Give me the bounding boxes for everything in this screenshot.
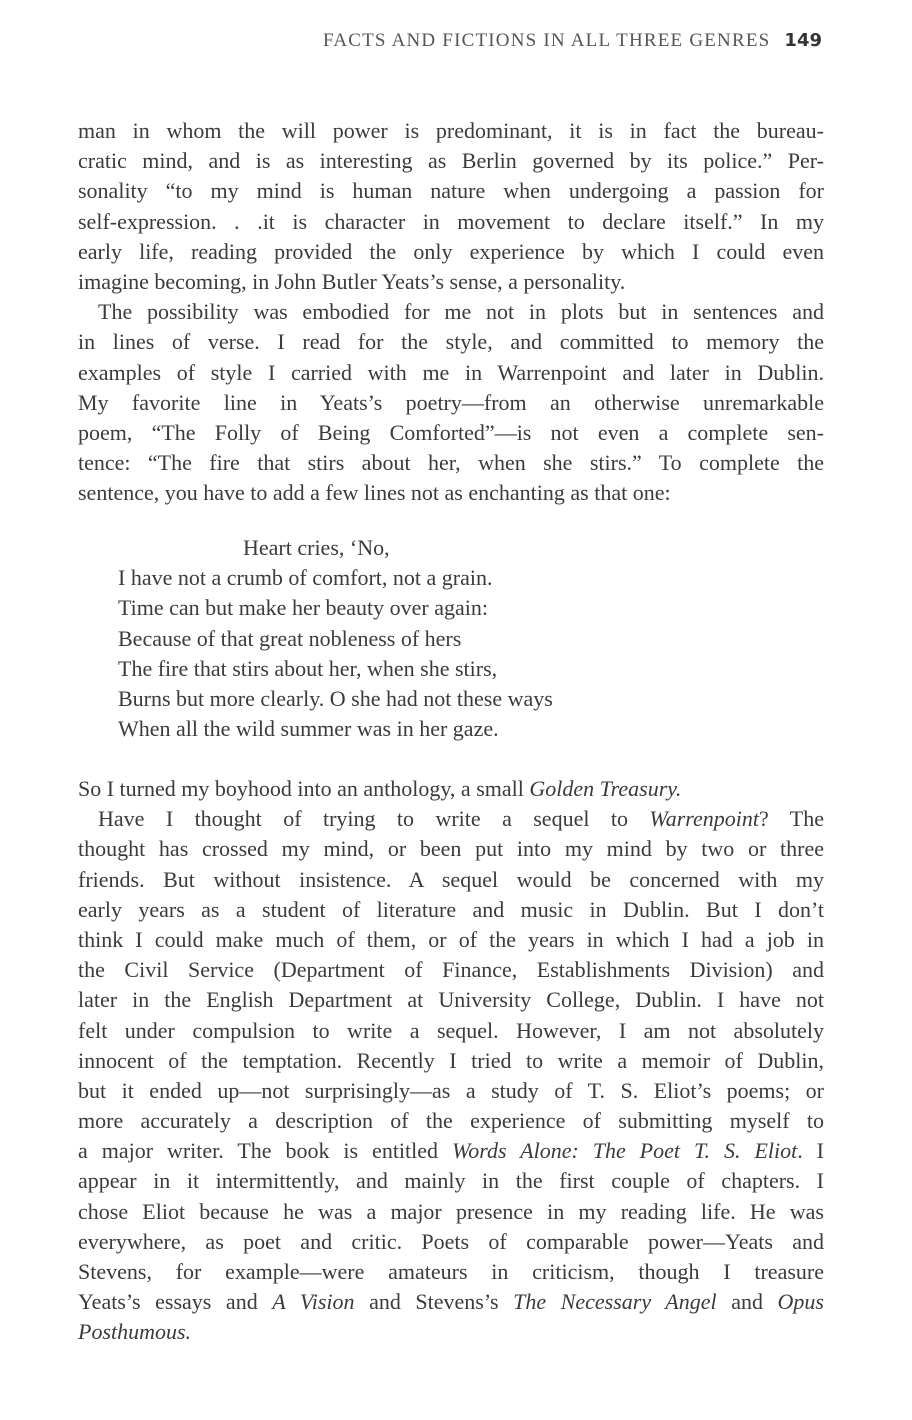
poem-line: The fire that stirs about her, when she stirs, [118, 655, 498, 681]
text-run: cratic mind, and is as interesting as Berlin governed by its police.” Per- [78, 148, 824, 174]
text-run: the Civil Service (Department of Finance, Establishments Division) and [78, 957, 824, 983]
text-run: a major writer. The book is entitled [78, 1138, 452, 1164]
text-run: friends. But without insistence. A sequel would be concerned with my [78, 866, 824, 892]
italic-title: Golden Treasury. [529, 776, 682, 801]
text-run: later in the English Department at University College, Dublin. I have not [78, 987, 824, 1013]
text-line [78, 1317, 824, 1347]
poem-line: Time can but make her beauty over again: [118, 595, 489, 621]
text-run: self-expression. . .it is character in movement to declare itself.” In my [78, 208, 824, 234]
text-line [78, 834, 824, 864]
text-run: thought has crossed my mind, or been put into my mind by two or three [78, 836, 824, 862]
text-line [78, 146, 824, 176]
text-line [78, 955, 824, 985]
text-run: sentence, you have to add a few lines not as enchanting as that one: [78, 480, 671, 506]
body-text-bottom [78, 774, 824, 1348]
italic-title: The Necessary Angel [513, 1289, 717, 1315]
text-run: think I could make much of them, or of the years in which I had a job in [78, 926, 824, 952]
text-line [78, 1136, 824, 1166]
text-line [78, 1076, 824, 1106]
italic-title: Opus [777, 1289, 824, 1315]
text-line [78, 358, 824, 388]
text-run: So I turned my boyhood into an anthology, a small [78, 776, 530, 801]
text-line [78, 237, 824, 267]
text-run: and [716, 1289, 778, 1315]
text-run: everywhere, as poet and critic. Poets of comparable power—Yeats and [78, 1228, 824, 1254]
italic-title: A Vision [272, 1289, 355, 1315]
text-run: early years as a student of literature and music in Dublin. But I don’t [78, 896, 824, 922]
text-run: appear in it intermittently, and mainly in the first couple of chapters. I [78, 1168, 824, 1194]
text-line [78, 418, 824, 448]
text-run: examples of style I carried with me in Warrenpoint and later in Dublin. [78, 359, 824, 385]
text-line [78, 1046, 824, 1076]
text-run: poem, “The Folly of Being Comforted”—is not even a complete sen- [78, 419, 824, 445]
text-line [78, 207, 824, 237]
italic-title: Posthumous. [78, 1319, 192, 1345]
text-run: but it ended up—not surprisingly—as a study of T. S. Eliot’s poems; or [78, 1077, 824, 1103]
text-run: imagine becoming, in John Butler Yeats’s sense, a personality. [78, 268, 626, 294]
text-run: . I [797, 1138, 824, 1164]
text-run: felt under compulsion to write a sequel. However, I am not absolutely [78, 1017, 824, 1043]
poem-line: Because of that great nobleness of hers [118, 625, 462, 651]
text-line [78, 1106, 824, 1136]
text-run: in lines of verse. I read for the style, and committed to memory the [78, 329, 824, 355]
text-line [78, 267, 824, 297]
text-line [78, 985, 824, 1015]
text-line [78, 1197, 824, 1227]
text-line [78, 895, 824, 925]
text-line [78, 478, 824, 508]
text-run: My favorite line in Yeats’s poetry—from an otherwise unremarkable [78, 389, 824, 415]
text-line [78, 297, 824, 327]
text-line [78, 327, 824, 357]
text-run: man in whom the will power is predominant, it is in fact the bureau- [78, 118, 824, 143]
italic-title: Warrenpoint [649, 806, 759, 832]
text-line [78, 865, 824, 895]
text-run: Have I thought of trying to write a sequel to [98, 806, 650, 832]
text-line [78, 176, 824, 206]
text-line [78, 1166, 824, 1196]
text-line [78, 925, 824, 955]
text-line [78, 388, 824, 418]
page-number: 149 [784, 30, 822, 51]
text-line [78, 804, 824, 834]
text-line [78, 1227, 824, 1257]
text-run: early life, reading provided the only experience by which I could even [78, 238, 824, 264]
poem-line: Heart cries, ‘No, [243, 535, 390, 560]
text-line [78, 1257, 824, 1287]
text-run: and Stevens’s [354, 1289, 514, 1315]
text-run: tence: “The fire that stirs about her, when she stirs.” To complete the [78, 450, 824, 476]
running-header-title: FACTS AND FICTIONS IN ALL THREE GENRES [322, 30, 771, 51]
text-run: chose Eliot because he was a major presence in my reading life. He was [78, 1198, 824, 1224]
poem-quotation [78, 533, 824, 744]
text-line [78, 448, 824, 478]
text-run: ? The [759, 806, 824, 832]
text-run: The possibility was embodied for me not in plots but in sentences and [98, 299, 824, 325]
italic-title: Words Alone: The Poet T. S. Eliot [451, 1138, 798, 1164]
text-line [78, 116, 824, 146]
poem-line: When all the wild summer was in her gaze. [118, 716, 499, 742]
running-header [323, 30, 822, 52]
text-line [78, 774, 824, 804]
poem-line: Burns but more clearly. O she had not these ways [118, 685, 553, 711]
body-text-top [78, 116, 824, 508]
text-run: Yeats’s essays and [78, 1289, 273, 1315]
text-line [78, 1016, 824, 1046]
poem-line: I have not a crumb of comfort, not a grain. [118, 565, 493, 591]
text-run: sonality “to my mind is human nature when undergoing a passion for [78, 178, 824, 204]
text-line [78, 1287, 824, 1317]
text-run: innocent of the temptation. Recently I tried to write a memoir of Dublin, [78, 1047, 824, 1073]
text-run: Stevens, for example—were amateurs in criticism, though I treasure [78, 1259, 824, 1284]
text-run: more accurately a description of the experience of submitting myself to [78, 1108, 824, 1134]
